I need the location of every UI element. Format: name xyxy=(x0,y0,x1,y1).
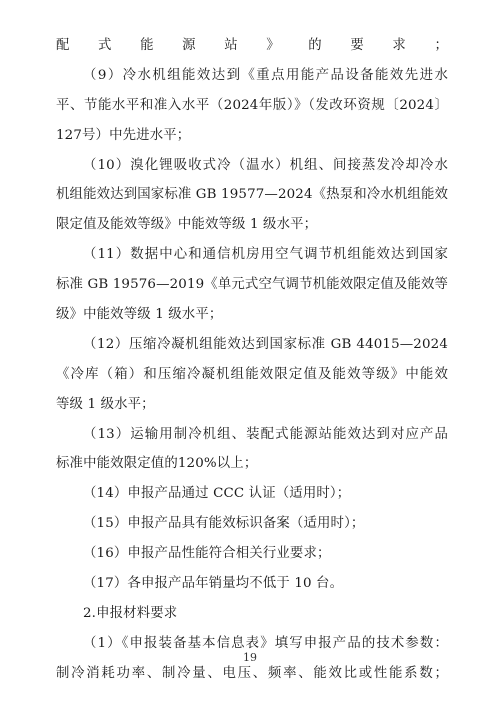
text-line: （15）申报产品具有能效标识备案（适用时）； xyxy=(83,516,365,532)
text-line: 配式能源站》的要求； xyxy=(56,38,448,53)
text-line: 级》中能效等级 1 级水平； xyxy=(56,307,223,323)
text-line: （14）申报产品通过 CCC 认证（适用时）； xyxy=(83,486,351,502)
text-line: （10）溴化锂吸收式冷（温水）机组、间接蒸发冷却冷水 xyxy=(83,157,448,173)
text-line: （11）数据中心和通信机房用空气调节机组能效达到国家 xyxy=(83,247,448,263)
text-line: （12）压缩冷凝机组能效达到国家标准 GB 44015—2024 xyxy=(83,336,448,352)
text-line: 标准中能效限定值的120%以上； xyxy=(56,456,258,472)
text-line: 制冷消耗功率、制冷量、电压、频率、能效比或性能系数； xyxy=(56,665,448,681)
text-line: （16）申报产品性能符合相关行业要求； xyxy=(83,546,331,562)
section-heading: 2.申报材料要求 xyxy=(83,605,178,621)
text-line: 127号）中先进水平； xyxy=(56,127,191,143)
text-line: （9）冷水机组能效达到《重点用能产品设备能效先进水 xyxy=(83,67,448,83)
text-line: 《冷库（箱）和压缩冷凝机组能效限定值及能效等级》中能效 xyxy=(56,366,448,382)
text-line: 等级 1 级水平； xyxy=(56,396,155,412)
text-line: 标准 GB 19576—2019《单元式空气调节机能效限定值及能效等 xyxy=(56,277,449,293)
text-line: 机组能效达到国家标准 GB 19577—2024《热泵和冷水机组能效 xyxy=(56,187,449,203)
text-line: （13）运输用制冷机组、装配式能源站能效达到对应产品 xyxy=(83,426,448,442)
text-line: 平、节能水平和准入水平（2024年版）》（发改环资规〔2024〕 xyxy=(56,97,448,113)
page-number: 19 xyxy=(243,651,257,664)
text-line: 限定值及能效等级》中能效等级 1 级水平； xyxy=(56,217,318,233)
text-line: （1）《申报装备基本信息表》填写申报产品的技术参数： xyxy=(83,635,448,651)
text-line: （17）各申报产品年销量均不低于 10 台。 xyxy=(83,576,344,592)
body-text xyxy=(56,31,448,689)
